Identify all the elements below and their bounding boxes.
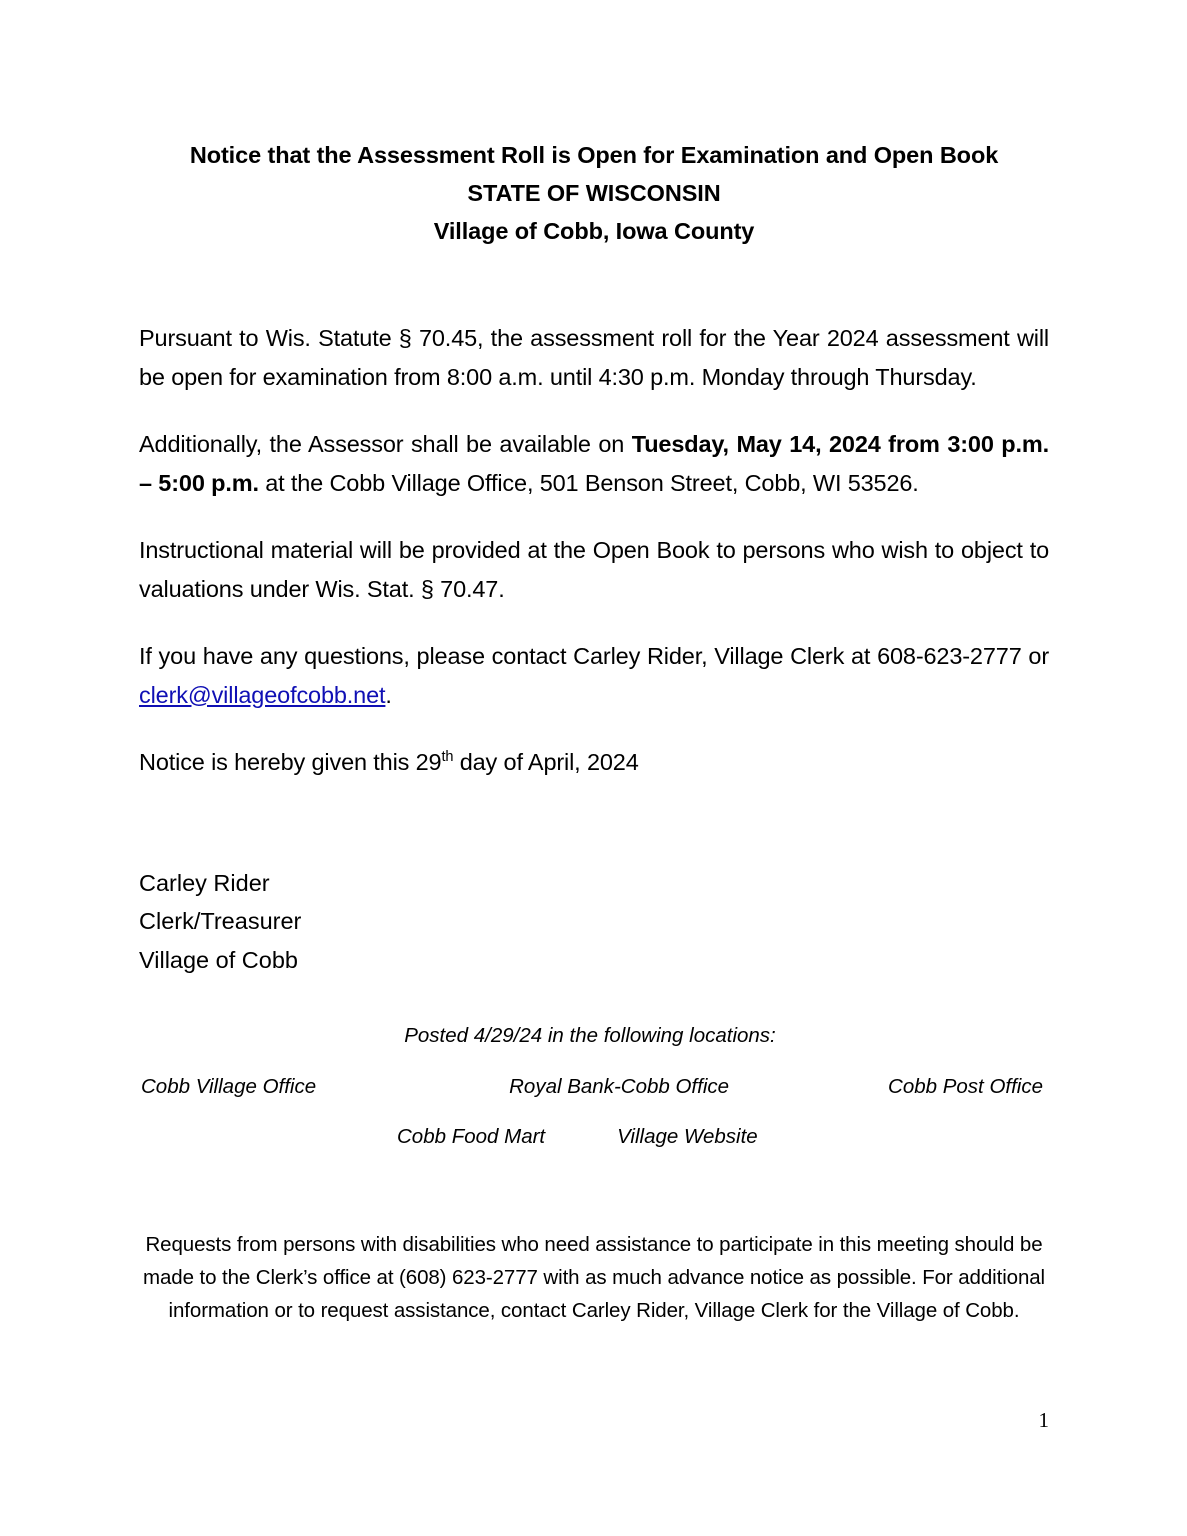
paragraph-instructional-material: Instructional material will be provided at the Open Book to persons who wish to object to valuations under Wis. Stat. § 70.47. xyxy=(139,537,1049,602)
signature-name: Carley Rider xyxy=(139,869,270,896)
posting-title: Posted 4/29/24 in the following locations: xyxy=(404,1024,776,1047)
paragraph-assessor-availability xyxy=(139,425,1049,502)
notice-date-prefix: Notice is hereby given this 29 xyxy=(139,749,442,775)
paragraph-contact-suffix: . xyxy=(385,681,392,708)
paragraph-contact-prefix: If you have any questions, please contact Carley Rider, Village Clerk at 608-623-2777 or xyxy=(139,643,1049,669)
notice-date-suffix: day of April, 2024 xyxy=(453,749,639,775)
posting-location: Cobb Food Mart xyxy=(397,1125,546,1148)
signature-entity: Village of Cobb xyxy=(139,946,298,973)
posting-locations-block xyxy=(139,1019,1049,1154)
notice-date-ordinal-suffix: th xyxy=(441,749,454,766)
paragraph-assessor-datetime-bold: Tuesday, May 14, 2024 from 3:00 p.m. – 5:00 p.m. xyxy=(139,431,1049,496)
document-heading xyxy=(139,136,1049,250)
posting-location: Village Website xyxy=(617,1125,758,1148)
heading-line-3: Village of Cobb, Iowa County xyxy=(433,218,755,244)
paragraph-assessor-suffix: at the Cobb Village Office, 501 Benson Street, Cobb, WI 53526. xyxy=(258,469,919,496)
signature-block xyxy=(139,864,1049,980)
accessibility-note: Requests from persons with disabilities who need assistance to participate in this meeting should be made to the Clerk’s office at (608) 623-2777 with as much advance notice as possible. For additional information or to request assistance, contact Carley Rider, Village Clerk for the Village of Cobb. xyxy=(143,1233,1046,1322)
page-number: 1 xyxy=(1038,1408,1049,1432)
paragraph-assessor-prefix: Additionally, the Assessor shall be available on xyxy=(139,431,632,457)
paragraph-contact-questions xyxy=(139,637,1049,714)
posting-locations-row xyxy=(139,1070,1049,1104)
posting-location: Cobb Post Office xyxy=(888,1075,1043,1098)
signature-title: Clerk/Treasurer xyxy=(139,908,302,934)
posting-location: Royal Bank-Cobb Office xyxy=(509,1075,730,1098)
heading-line-1: Notice that the Assessment Roll is Open for Examination and Open Book xyxy=(189,142,999,168)
clerk-email-link[interactable]: clerk@villageofcobb.net xyxy=(139,681,386,708)
paragraph-statute-hours: Pursuant to Wis. Statute § 70.45, the assessment roll for the Year 2024 assessment will be open for examination from 8:00 a.m. until 4:30 p.m. Monday through Thursday. xyxy=(139,325,1049,390)
posting-location: Cobb Village Office xyxy=(141,1075,317,1098)
posting-locations-row xyxy=(139,1120,1049,1154)
document-content xyxy=(139,0,1049,1327)
paragraph-notice-date xyxy=(139,743,1049,782)
heading-line-2: STATE OF WISCONSIN xyxy=(467,180,721,206)
